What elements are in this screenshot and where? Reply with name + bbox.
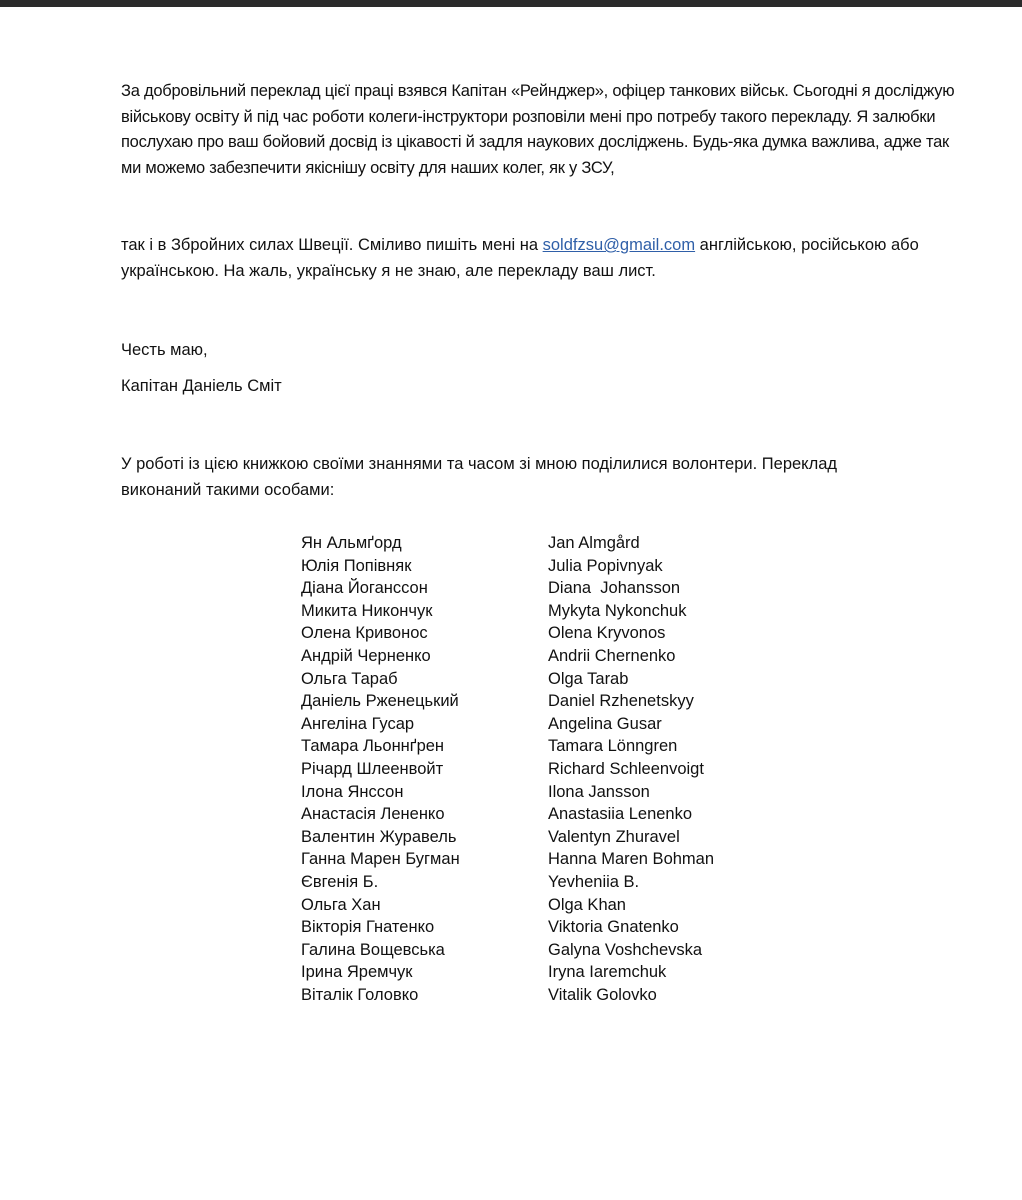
volunteer-name-en: Daniel Rzhenetskyy — [548, 692, 694, 711]
contact-text-before: так і в Збройних силах Швеції. Сміливо пишіть мені на — [121, 236, 543, 254]
volunteer-name-uk: Ірина Яремчук — [301, 963, 413, 982]
volunteer-name-en: Yevheniia B. — [548, 872, 640, 891]
volunteer-name-uk: Андрій Черненко — [301, 646, 431, 665]
volunteer-name-uk: Юлія Попівняк — [301, 556, 412, 575]
volunteer-name-en: Richard Schleenvoigt — [548, 759, 704, 778]
volunteer-name-uk: Ілона Янссон — [301, 782, 404, 801]
volunteer-name-en: Diana Johansson — [548, 579, 681, 598]
volunteer-name-en: Vitalik Golovko — [548, 985, 657, 1004]
volunteer-name-uk: Вікторія Гнатенко — [301, 918, 435, 937]
contact-paragraph — [121, 233, 981, 284]
volunteer-name-uk: Ян Альмґорд — [301, 534, 402, 552]
volunteer-name-en: Anastasiia Lenenko — [548, 805, 693, 824]
volunteers-list-ukrainian — [301, 532, 460, 1006]
volunteer-name-en: Tamara Lönngren — [548, 737, 678, 756]
volunteer-name-en: Olga Tarab — [548, 669, 629, 688]
volunteer-name-en: Viktoria Gnatenko — [548, 918, 679, 937]
volunteer-name-uk: Даніель Рженецький — [301, 692, 459, 711]
volunteer-name-en: Julia Popivnyak — [548, 556, 663, 575]
volunteer-name-uk: Анастасія Лененко — [301, 805, 445, 824]
volunteer-name-en: Angelina Gusar — [548, 714, 662, 733]
volunteer-name-uk: Євгенія Б. — [301, 872, 379, 891]
volunteer-name-en: Hanna Maren Bohman — [548, 850, 715, 869]
volunteer-name-en: Valentyn Zhuravel — [548, 827, 680, 846]
email-link[interactable]: soldfzsu@gmail.com — [542, 236, 696, 254]
volunteer-name-en: Olena Kryvonos — [548, 624, 666, 643]
volunteer-name-en: Jan Almgård — [548, 534, 640, 552]
volunteer-name-uk: Ганна Марен Бугман — [301, 850, 460, 869]
signature: Капітан Даніель Сміт — [121, 377, 282, 395]
volunteer-name-uk: Ольга Тараб — [301, 669, 398, 688]
volunteer-name-uk: Тамара Льоннґрен — [301, 737, 445, 756]
volunteer-name-en: Olga Khan — [548, 895, 626, 914]
volunteer-name-uk: Галина Вощевська — [301, 940, 445, 959]
volunteers-list-english — [548, 532, 714, 1006]
volunteer-name-uk: Олена Кривонос — [301, 624, 428, 643]
volunteer-name-uk: Ангеліна Гусар — [301, 714, 415, 733]
volunteer-name-en: Ilona Jansson — [548, 782, 650, 801]
volunteer-name-en: Iryna Iaremchuk — [548, 963, 667, 982]
volunteers-intro: У роботі із цією книжкою своїми знаннями та часом зі мною поділилися волонтери. Переклад виконаний такими особами: — [121, 455, 838, 499]
contact-text-after: англійською, російською або українською. На жаль, українську я не знаю, але перекладу ваш лист. — [121, 236, 919, 280]
volunteer-name-uk: Ольга Хан — [301, 895, 381, 914]
volunteer-name-en: Mykyta Nykonchuk — [548, 601, 687, 620]
volunteer-name-uk: Діана Йоганссон — [301, 579, 428, 598]
volunteer-name-en: Andrii Chernenko — [548, 646, 676, 665]
volunteer-name-en: Galyna Voshchevska — [548, 940, 703, 959]
volunteer-name-uk: Віталік Головко — [301, 985, 419, 1004]
volunteer-name-uk: Валентин Журавель — [301, 827, 457, 846]
volunteer-name-uk: Річард Шлеенвойт — [301, 759, 444, 778]
salutation: Честь маю, — [121, 341, 208, 359]
volunteer-name-uk: Микита Никончук — [301, 601, 433, 620]
intro-paragraph: За добровільний переклад цієї праці взявся Капітан «Рейнджер», офіцер танкових військ. Сьогодні я досліджую військову освіту й під час роботи колеги-інструктори розповіли мені про потребу такого перекладу. Я залюбки послухаю про ваш бойовий досвід із цікавості й задля наукових досліджень. Будь-яка думка важлива, адже так ми можемо забезпечити якіснішу освіту для наших колег, як у ЗСУ, — [121, 82, 955, 177]
